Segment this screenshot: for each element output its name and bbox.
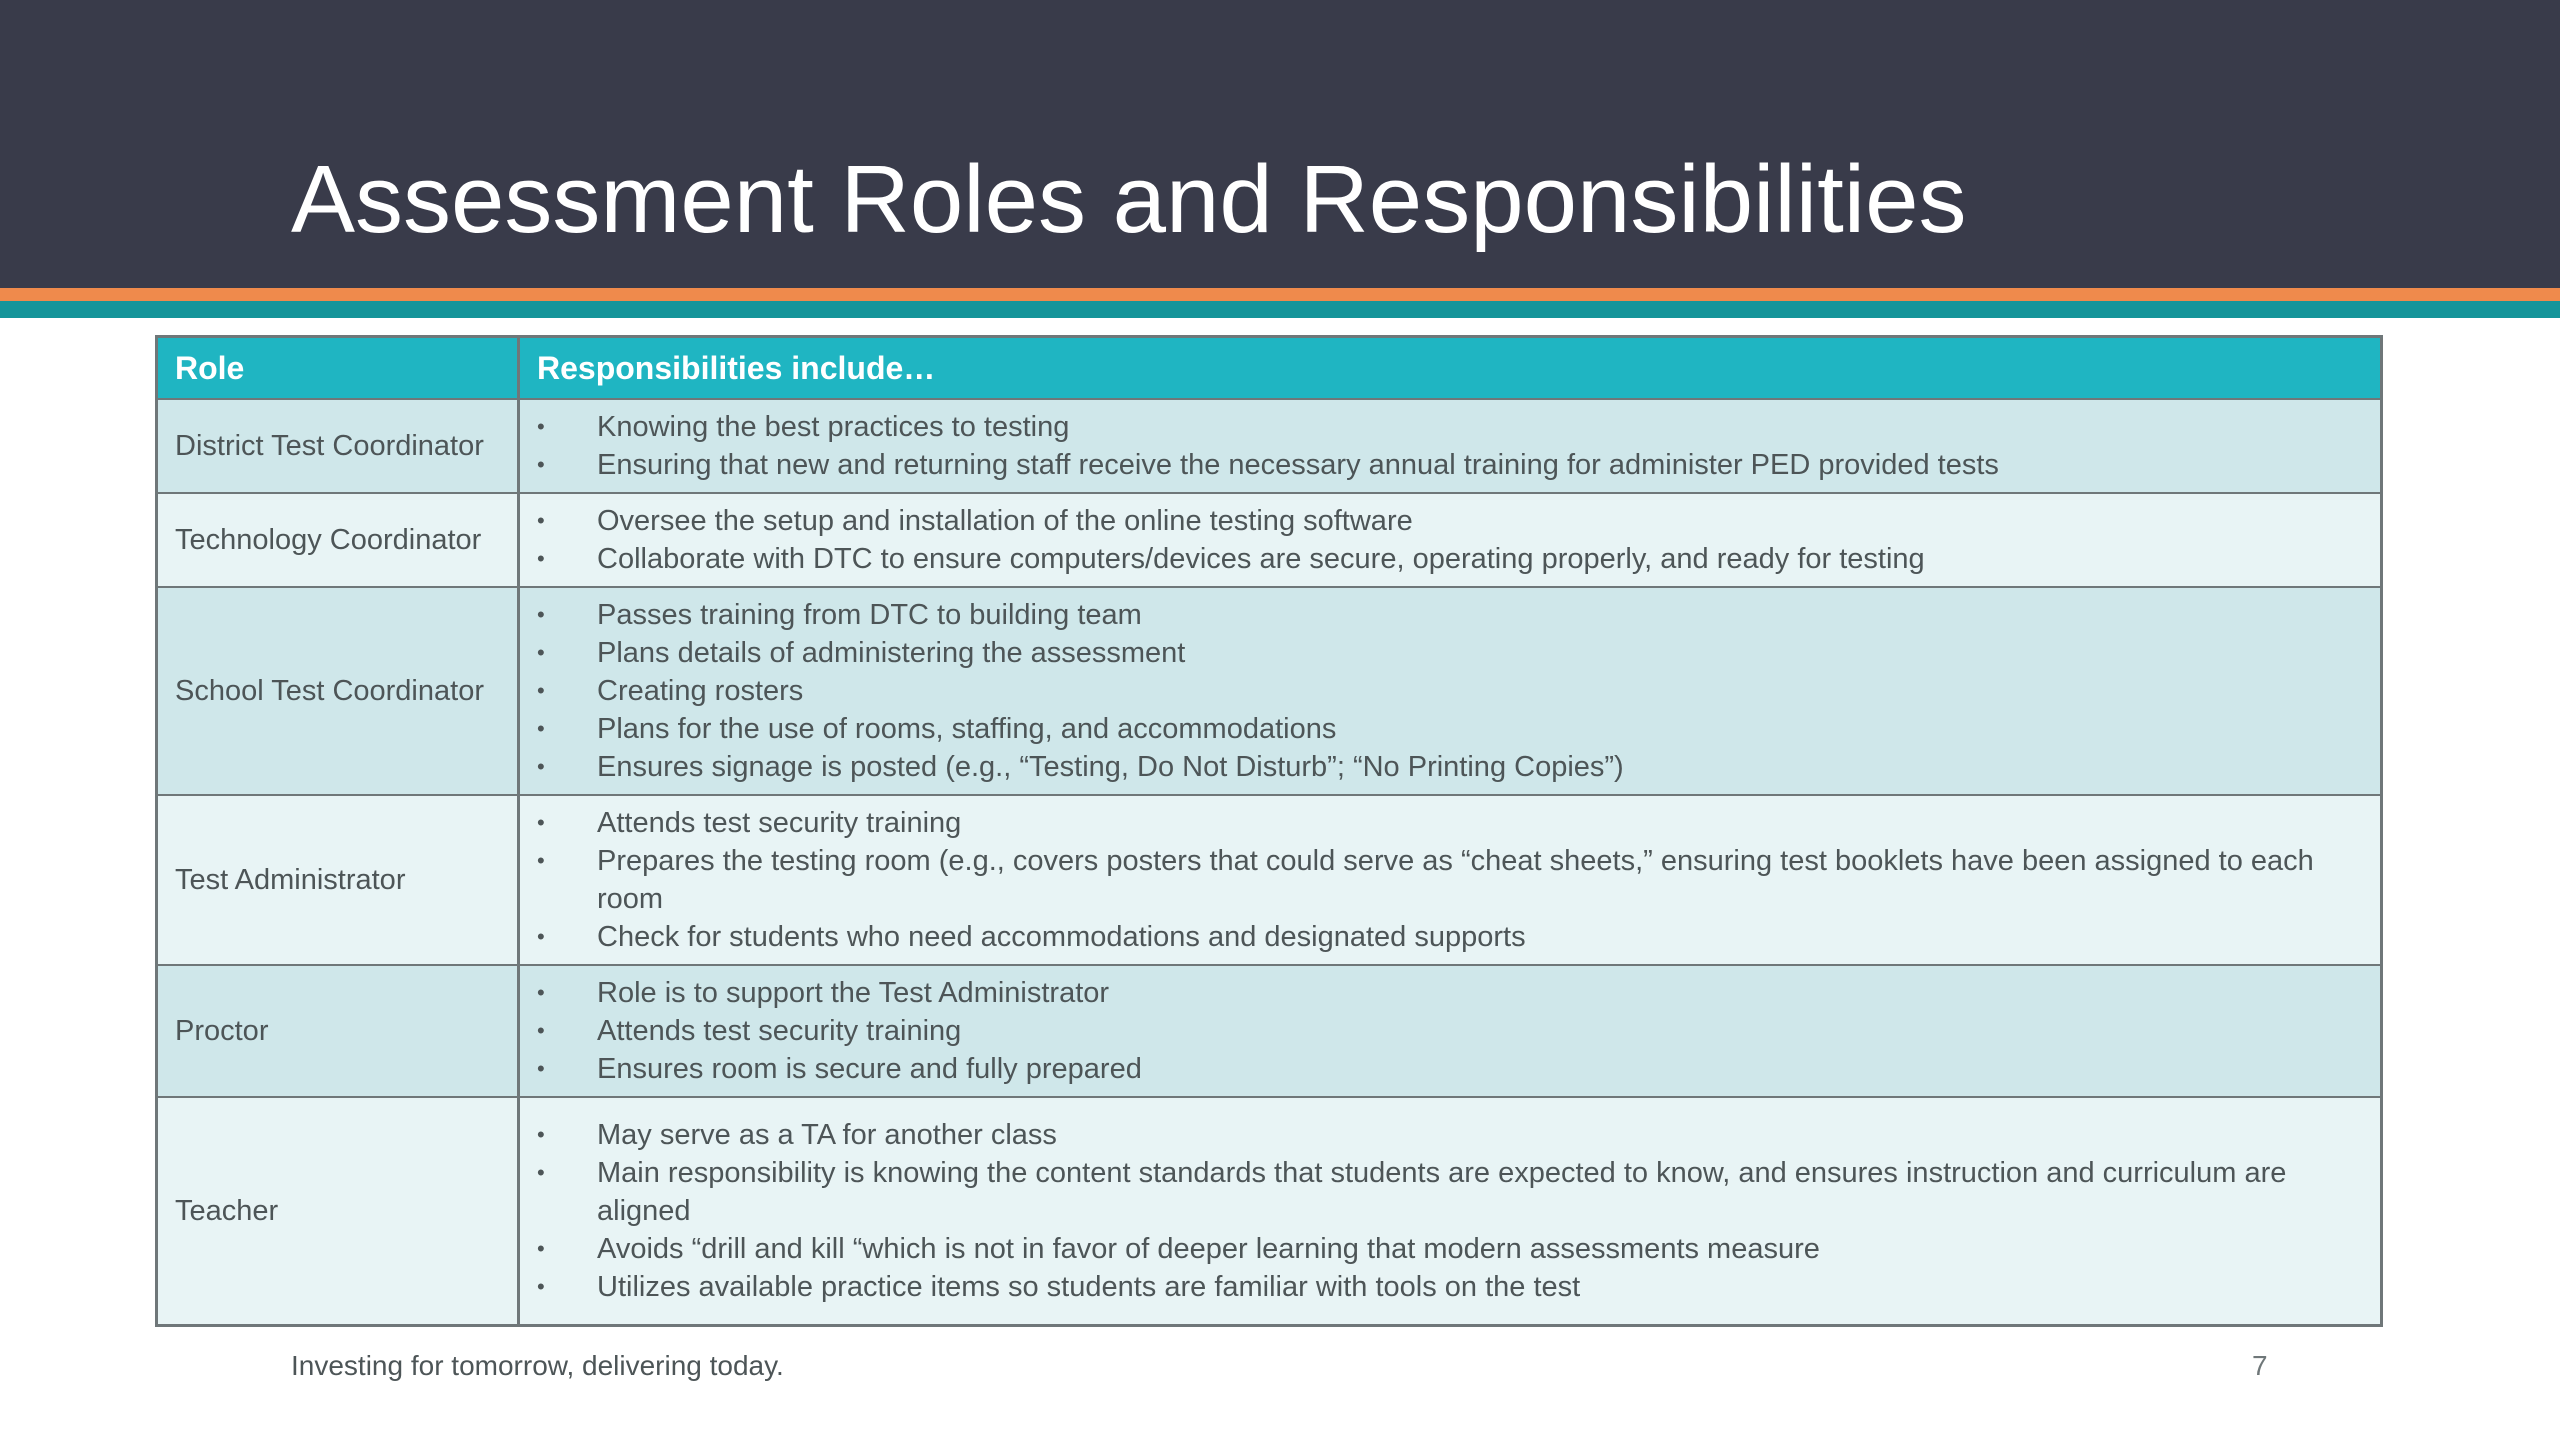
list-item: • Attends test security training [537,1012,2340,1050]
table-header-row [158,338,2380,398]
role-cell: District Test Coordinator [158,400,520,492]
list-item: • Ensures room is secure and fully prepared [537,1050,2340,1088]
list-item: • Prepares the testing room (e.g., covers posters that could serve as “cheat sheets,” ensuring test booklets have been assigned to each room [537,842,2340,918]
responsibilities-cell [520,400,2380,492]
table-row [158,794,2380,964]
list-item: • Main responsibility is knowing the content standards that students are expected to know, and ensures instruction and curriculum are aligned [537,1154,2340,1230]
list-item: • Collaborate with DTC to ensure computers/devices are secure, operating properly, and ready for testing [537,540,2340,578]
list-item: • Check for students who need accommodations and designated supports [537,918,2340,956]
responsibility-list [537,974,2340,1088]
accent-stripe-teal [0,301,2560,318]
responsibility-list [537,408,2340,484]
table-row [158,964,2380,1096]
list-item: • Role is to support the Test Administrator [537,974,2340,1012]
role-cell: School Test Coordinator [158,588,520,794]
table-row [158,398,2380,492]
page-number: 7 [2252,1350,2268,1381]
responsibility-list [537,596,2340,786]
list-item: • Avoids “drill and kill “which is not in favor of deeper learning that modern assessments measure [537,1230,2340,1268]
list-item: • Attends test security training [537,804,2340,842]
responsibilities-cell [520,966,2380,1096]
accent-stripe-orange [0,288,2560,301]
list-item: • Oversee the setup and installation of the online testing software [537,502,2340,540]
slide-title: Assessment Roles and Responsibilities [291,146,1967,253]
footer-tagline: Investing for tomorrow, delivering today. [291,1350,784,1381]
list-item: • Creating rosters [537,672,2340,710]
role-cell: Teacher [158,1098,520,1324]
role-cell: Test Administrator [158,796,520,964]
table-row [158,586,2380,794]
header-responsibilities: Responsibilities include… [537,349,936,386]
responsibilities-cell [520,588,2380,794]
list-item: • Ensuring that new and returning staff receive the necessary annual training for administer PED provided tests [537,446,2340,484]
responsibility-list [537,502,2340,578]
list-item: • Ensures signage is posted (e.g., “Testing, Do Not Disturb”; “No Printing Copies”) [537,748,2340,786]
list-item: • May serve as a TA for another class [537,1116,2340,1154]
responsibilities-cell [520,796,2380,964]
role-cell: Proctor [158,966,520,1096]
list-item: • Utilizes available practice items so students are familiar with tools on the test [537,1268,2340,1306]
table-row [158,1096,2380,1324]
list-item: • Passes training from DTC to building team [537,596,2340,634]
responsibility-list [537,804,2340,956]
table-row [158,492,2380,586]
list-item: • Knowing the best practices to testing [537,408,2340,446]
list-item: • Plans for the use of rooms, staffing, and accommodations [537,710,2340,748]
title-bar [0,0,2560,288]
responsibilities-cell [520,1098,2380,1324]
responsibilities-cell [520,494,2380,586]
roles-table [155,335,2383,1327]
responsibility-list [537,1116,2340,1306]
list-item: • Plans details of administering the assessment [537,634,2340,672]
role-cell: Technology Coordinator [158,494,520,586]
header-role: Role [158,338,520,398]
